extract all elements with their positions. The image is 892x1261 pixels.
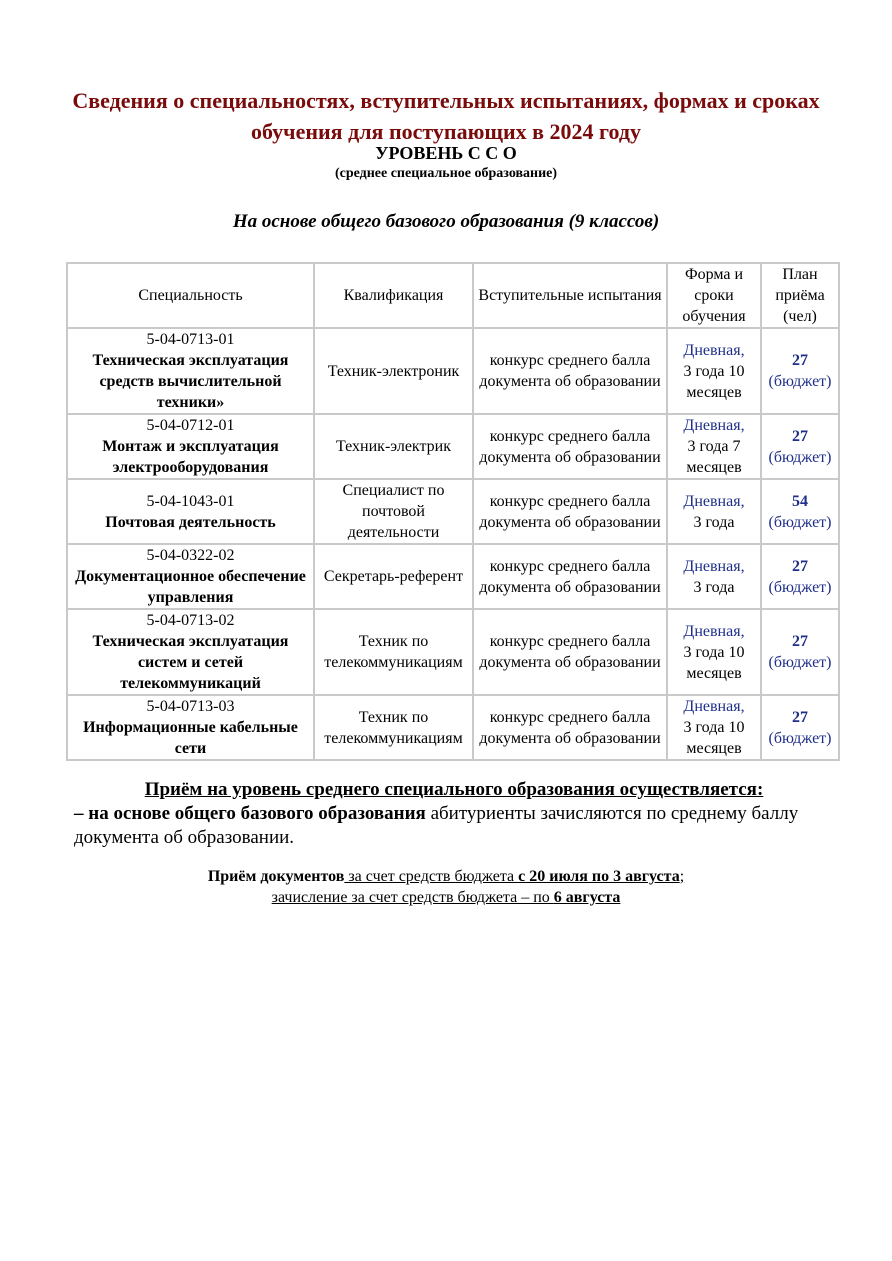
specialty-name: Монтаж и эксплуатация электрооборудования: [102, 438, 279, 476]
table-row: [67, 414, 839, 479]
plan-cell: [761, 328, 839, 414]
specialty-code: 5-04-0322-02: [146, 547, 235, 564]
form-cell: [667, 414, 761, 479]
qualification-cell: Техник-электрик: [314, 414, 473, 479]
specialty-cell: [67, 328, 314, 414]
table-row: [67, 544, 839, 609]
study-form: Дневная,: [683, 492, 745, 510]
plan-number: 27: [792, 708, 808, 726]
specialty-code: 5-04-1043-01: [146, 492, 235, 510]
table-row: [67, 328, 839, 414]
exams-cell: конкурс среднего балла документа об образовании: [473, 695, 667, 760]
specialty-name: Техническая эксплуатация систем и сетей телекоммуникаций: [92, 633, 289, 692]
study-form: Дневная,: [683, 417, 745, 434]
admission-heading: Приём на уровень среднего специального образования осуществляется:: [144, 779, 764, 800]
exams-cell: конкурс среднего балла документа об образовании: [473, 414, 667, 479]
qualification-cell: Секретарь-референт: [314, 544, 473, 609]
table-body: [67, 328, 839, 760]
plan-number: 27: [792, 352, 808, 369]
exams-cell: конкурс среднего балла документа об образовании: [473, 328, 667, 414]
documents-line: [0, 866, 892, 887]
specialty-cell: [67, 414, 314, 479]
header-form: Форма и сроки обучения: [667, 263, 761, 328]
specialty-code: 5-04-0712-01: [146, 417, 235, 434]
exams-cell: конкурс среднего балла документа об образовании: [473, 544, 667, 609]
enrollment-text: зачисление за счет средств бюджета – по: [271, 889, 554, 906]
specialty-cell: [67, 479, 314, 544]
enrollment-line: [0, 887, 892, 908]
documents-dates: с 20 июля по 3 августа: [518, 868, 680, 885]
documents-semicolon: ;: [679, 868, 685, 885]
document-title: Сведения о специальностях, вступительных испытаниях, формах и сроках обучения для поступающих в 2024 году: [72, 88, 820, 144]
qualification-cell: Техник по телекоммуникациям: [314, 695, 473, 760]
specialty-name: Техническая эксплуатация средств вычислительной техники»: [92, 352, 289, 411]
admission-basis-rest: абитуриенты зачисляются по среднему баллу документа об образовании.: [74, 803, 799, 848]
plan-label: (бюджет): [768, 578, 832, 596]
exams-cell: конкурс среднего балла документа об образовании: [473, 609, 667, 695]
study-duration: 3 года 10 месяцев: [683, 362, 745, 401]
plan-label: (бюджет): [768, 654, 832, 671]
table-row: [67, 695, 839, 760]
specialty-name: Почтовая деятельность: [105, 513, 276, 531]
plan-number: 54: [792, 492, 808, 510]
exams-cell: конкурс среднего балла документа об образовании: [473, 479, 667, 544]
plan-label: (бюджет): [768, 448, 832, 466]
form-cell: [667, 328, 761, 414]
admission-basis-bold: – на основе общего базового образования: [74, 803, 426, 824]
study-duration: 3 года: [693, 513, 735, 531]
study-form: Дневная,: [683, 557, 745, 575]
plan-cell: [761, 609, 839, 695]
specialty-code: 5-04-0713-02: [146, 612, 235, 629]
enrollment-date: 6 августа: [553, 889, 621, 906]
education-level-subtitle: (среднее специальное образование): [334, 166, 558, 181]
specialty-cell: [67, 609, 314, 695]
plan-number: 27: [792, 633, 808, 650]
study-duration: 3 года 10 месяцев: [683, 643, 745, 682]
form-cell: [667, 695, 761, 760]
specialty-name: Документационное обеспечение управления: [75, 568, 306, 606]
header-qualification: Квалификация: [314, 263, 473, 328]
specialty-cell: [67, 544, 314, 609]
specialty-cell: [67, 695, 314, 760]
form-cell: [667, 479, 761, 544]
documents-lead: Приём документов: [207, 868, 345, 885]
plan-number: 27: [792, 427, 808, 445]
admission-text: [74, 802, 834, 850]
qualification-cell: Техник по телекоммуникациям: [314, 609, 473, 695]
plan-number: 27: [792, 557, 808, 575]
specialties-table: [66, 262, 840, 761]
table-row: [67, 609, 839, 695]
study-duration: 3 года: [693, 578, 735, 596]
study-form: Дневная,: [683, 341, 745, 359]
qualification-cell: Техник-электроник: [314, 328, 473, 414]
plan-cell: [761, 695, 839, 760]
documents-info: [0, 866, 892, 908]
table-row: [67, 479, 839, 544]
study-form: Дневная,: [683, 622, 745, 640]
specialty-code: 5-04-0713-03: [146, 698, 235, 715]
plan-cell: [761, 544, 839, 609]
plan-label: (бюджет): [768, 373, 832, 390]
plan-label: (бюджет): [768, 513, 832, 531]
qualification-cell: Специалист по почтовой деятельности: [314, 479, 473, 544]
header-plan: План приёма (чел): [761, 263, 839, 328]
plan-cell: [761, 414, 839, 479]
admission-basis: На основе общего базового образования (9 классов): [232, 211, 660, 232]
study-duration: 3 года 7 месяцев: [686, 438, 742, 476]
plan-cell: [761, 479, 839, 544]
header-specialty: Специальность: [67, 263, 314, 328]
documents-budget: за счет средств бюджета: [344, 868, 519, 885]
form-cell: [667, 609, 761, 695]
plan-label: (бюджет): [768, 729, 832, 747]
form-cell: [667, 544, 761, 609]
header-exams: Вступительные испытания: [473, 263, 667, 328]
study-duration: 3 года 10 месяцев: [683, 719, 745, 757]
table-header-row: [67, 263, 839, 328]
specialty-code: 5-04-0713-01: [146, 331, 235, 348]
study-form: Дневная,: [683, 698, 745, 715]
education-level: УРОВЕНЬ С С О: [375, 143, 517, 163]
specialty-name: Информационные кабельные сети: [83, 719, 298, 757]
admission-info: [74, 778, 834, 850]
